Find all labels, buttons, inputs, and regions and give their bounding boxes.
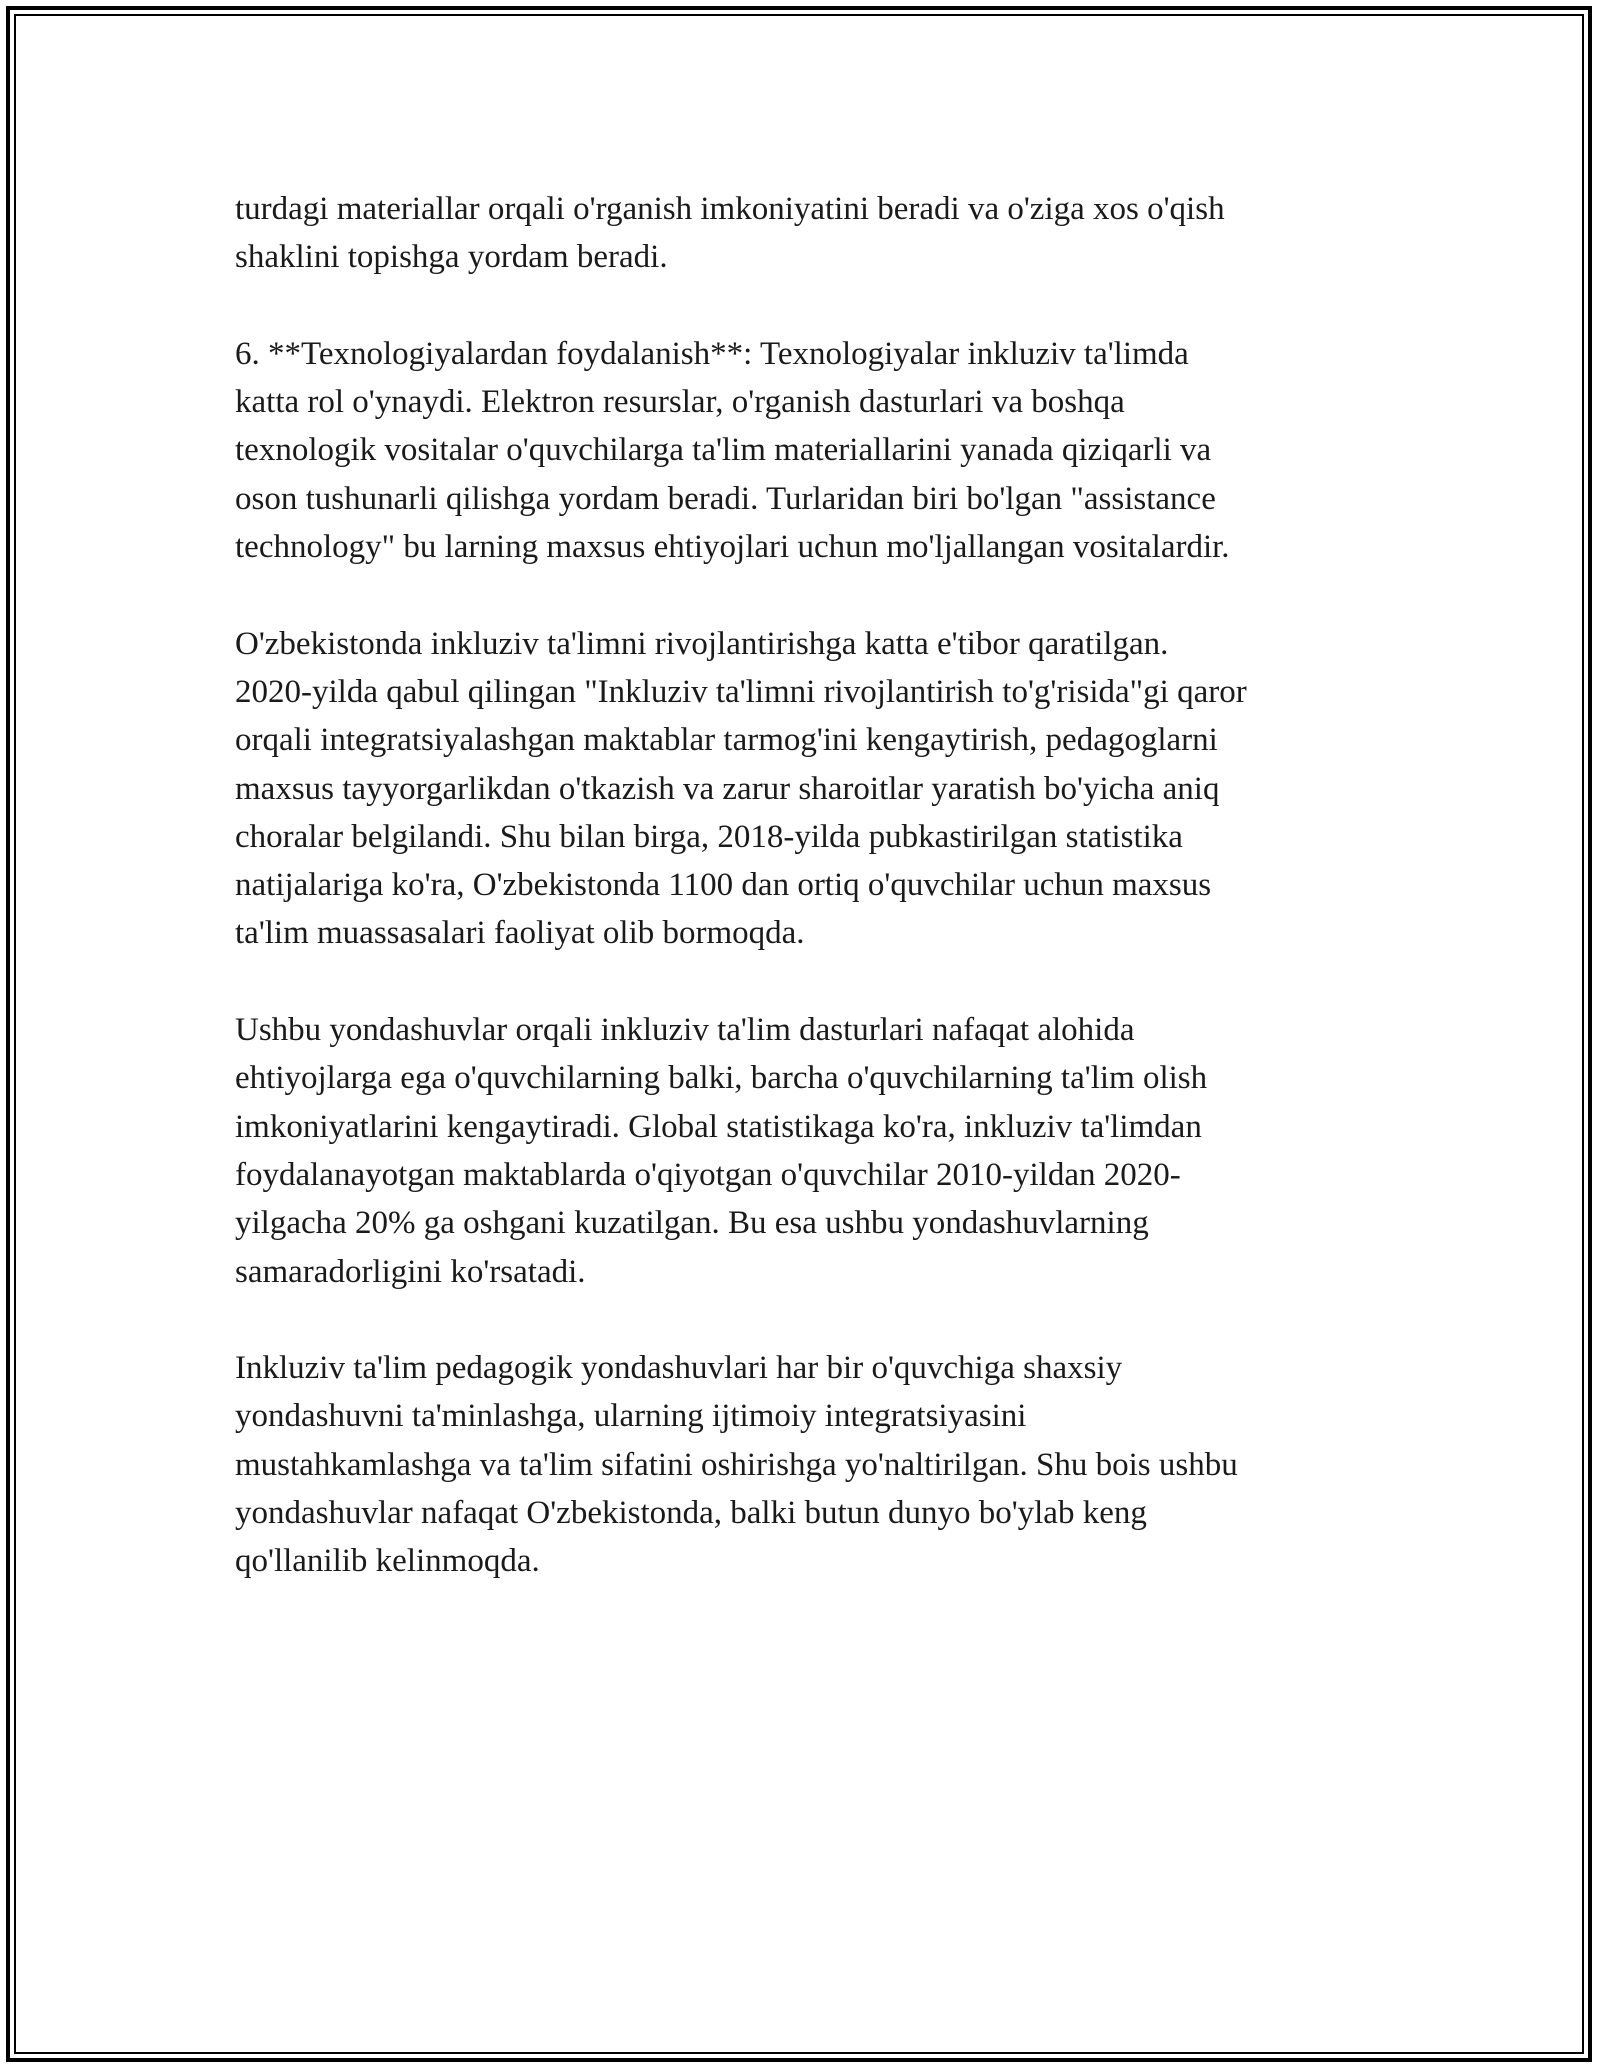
text-line: choralar belgilandi. Shu bilan birga, 2018-yilda pubkastirilgan statistika [235,818,1183,855]
text-line: katta rol o'ynaydi. Elektron resurslar, o'rganish dasturlari va boshqa [235,384,1125,421]
paragraph-global-statistics [235,1006,1385,1296]
text-line: qo'llanilib kelinmoqda. [235,1543,540,1580]
text-line: 2020-yilda qabul qilingan "Inkluziv ta'limni rivojlantirish to'g'risida"gi qaror [235,673,1247,710]
text-line: yilgacha 20% ga oshgani kuzatilgan. Bu esa ushbu yondashuvlarning [235,1205,1149,1242]
text-line: mustahkamlashga va ta'lim sifatini oshirishga yo'naltirilgan. Shu bois ushbu [235,1446,1238,1483]
text-line: imkoniyatlarini kengaytiradi. Global statistikaga ko'ra, inkluziv ta'limdan [235,1108,1202,1145]
paragraph-technology-use [235,330,1385,571]
text-line: orqali integratsiyalashgan maktablar tarmog'ini kengaytirish, pedagoglarni [235,722,1218,759]
paragraph-uzbekistan-policy [235,620,1385,958]
text-line: 6. **Texnologiyalardan foydalanish**: Texnologiyalar inkluziv ta'limda [235,335,1189,372]
text-line: yondashuvlar nafaqat O'zbekistonda, balki butun dunyo bo'ylab keng [235,1495,1147,1532]
text-line: ta'lim muassasalari faoliyat olib bormoqda. [235,915,805,952]
text-line: foydalanayotgan maktablarda o'qiyotgan o'quvchilar 2010-yildan 2020- [235,1156,1181,1193]
text-line: turdagi materiallar orqali o'rganish imkoniyatini beradi va o'ziga xos o'qish [235,191,1225,227]
text-line: samaradorligini ko'rsatadi. [235,1253,586,1290]
text-line: technology" bu larning maxsus ehtiyojlari uchun mo'ljallangan vositalardir. [235,529,1230,566]
text-line: maxsus tayyorgarlikdan o'tkazish va zarur sharoitlar yaratish bo'yicha aniq [235,770,1220,807]
text-line: natijalariga ko'ra, O'zbekistonda 1100 dan ortiq o'quvchilar uchun maxsus [235,867,1212,904]
text-line: texnologik vositalar o'quvchilarga ta'lim materiallarini yanada qiziqarli va [235,432,1212,469]
text-line: Inkluziv ta'lim pedagogik yondashuvlari har bir o'quvchiga shaxsiy [235,1350,1123,1387]
text-line: O'zbekistonda inkluziv ta'limni rivojlantirishga katta e'tibor qaratilgan. [235,625,1169,662]
paragraph-reading-forms [235,185,1385,282]
text-line: shaklini topishga yordam beradi. [235,239,668,276]
text-line: yondashuvni ta'minlashga, ularning ijtimoiy integratsiyasini [235,1398,1027,1435]
paragraph-conclusion [235,1344,1385,1585]
text-line: ehtiyojlarga ega o'quvchilarning balki, barcha o'quvchilarning ta'lim olish [235,1060,1208,1097]
text-line: oson tushunarli qilishga yordam beradi. Turlaridan biri bo'lgan "assistance [235,480,1216,517]
document-body [235,185,1385,1634]
text-line: Ushbu yondashuvlar orqali inkluziv ta'lim dasturlari nafaqat alohida [235,1012,1135,1049]
